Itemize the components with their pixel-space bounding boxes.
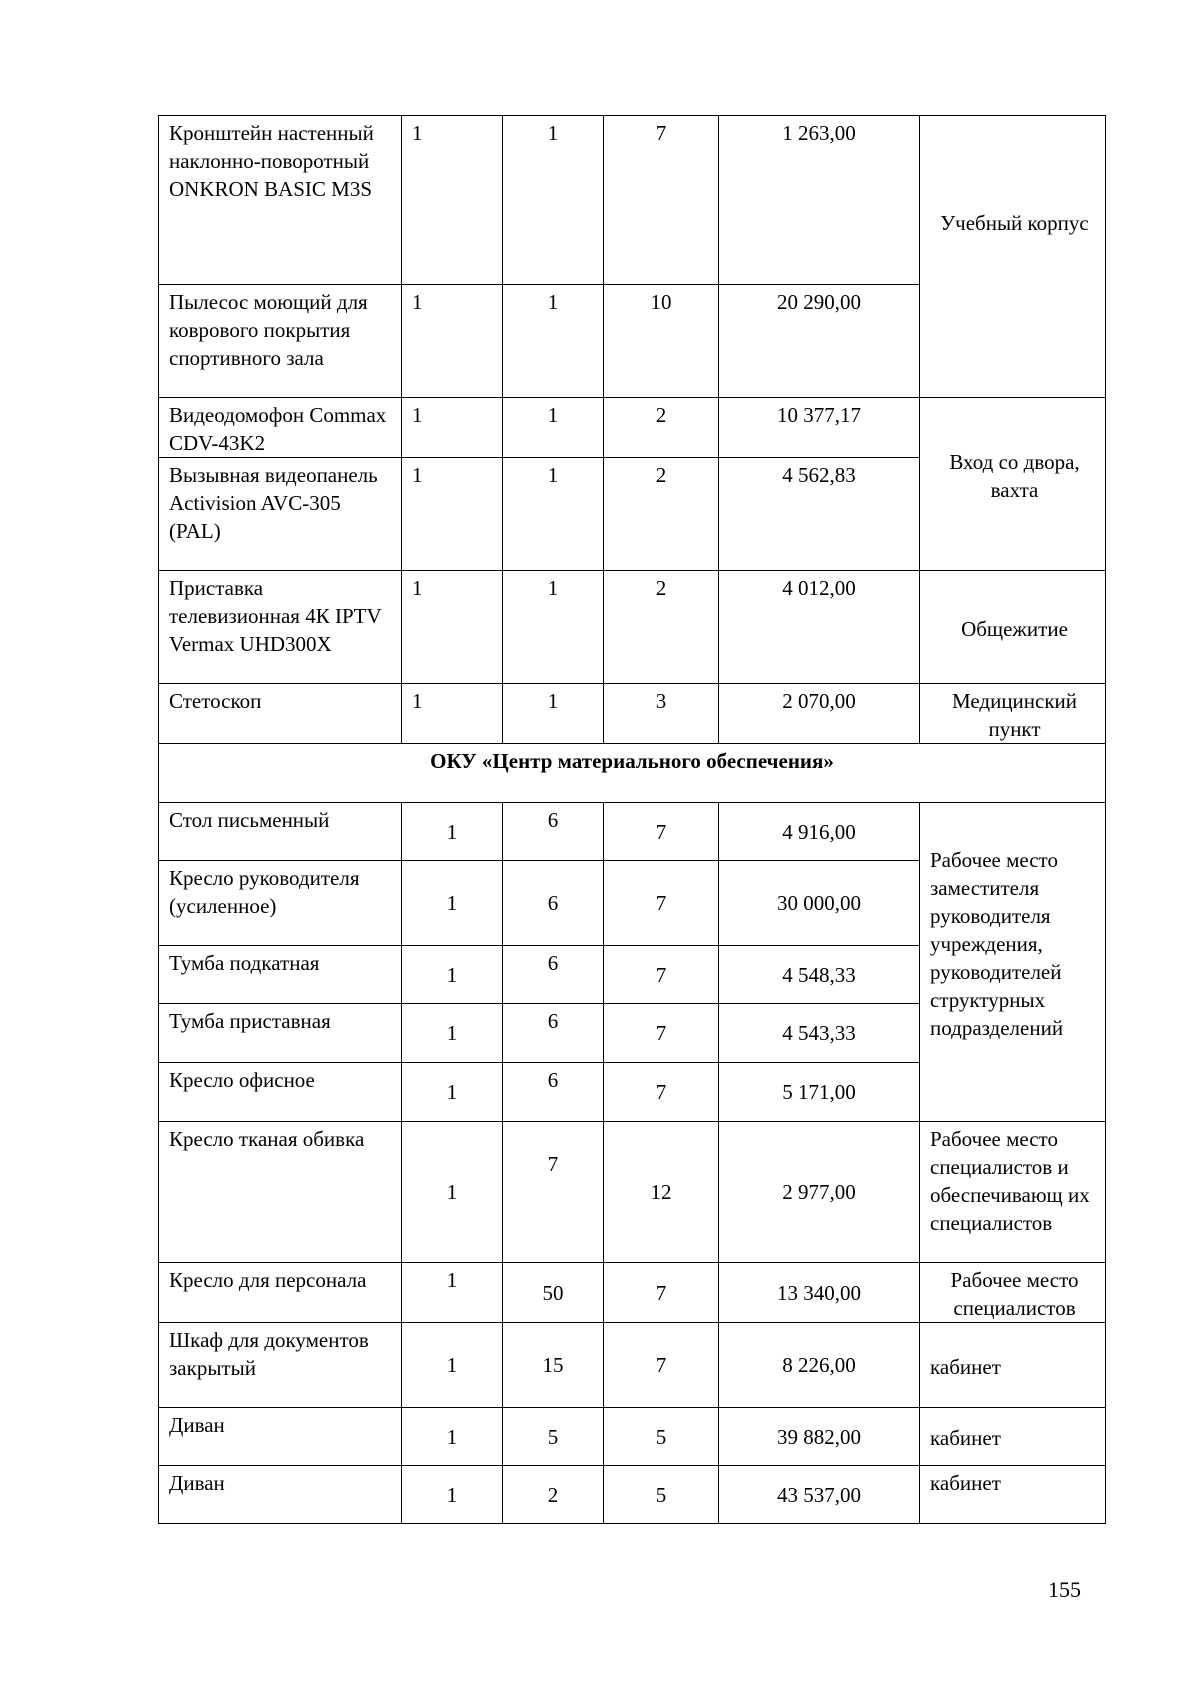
item-col2: 15 [503,1323,604,1408]
item-name: Кресло офисное [159,1063,402,1122]
item-price: 8 226,00 [719,1323,920,1408]
section-row [159,744,1106,803]
item-col2: 1 [503,285,604,398]
item-name: Пылесос моющий для коврового покрытия спортивного зала [159,285,402,398]
item-col3: 2 [604,458,719,571]
item-col1: 1 [402,861,503,946]
item-col2: 5 [503,1408,604,1466]
item-col3: 7 [604,1323,719,1408]
table-row [159,1408,1106,1466]
item-name: Диван [159,1408,402,1466]
table-row [159,571,1106,684]
item-name: Тумба подкатная [159,946,402,1004]
location-cell: кабинет [920,1408,1106,1466]
item-col2: 1 [503,116,604,285]
item-name: Тумба приставная [159,1004,402,1063]
item-price: 13 340,00 [719,1263,920,1323]
location-cell: Рабочее место специалистов и обеспечивающ их специалистов [920,1122,1106,1263]
item-col3: 7 [604,803,719,861]
location-cell: Рабочее место заместителя руководителя учреждения, руководителей структурных подразделений [920,803,1106,1122]
item-col2: 50 [503,1263,604,1323]
table-row [159,684,1106,744]
item-price: 30 000,00 [719,861,920,946]
item-name: Кресло тканая обивка [159,1122,402,1263]
item-col1: 1 [402,1063,503,1122]
item-price: 4 012,00 [719,571,920,684]
item-col2: 6 [503,1063,604,1122]
item-name: Диван [159,1466,402,1524]
item-name: Кресло для персонала [159,1263,402,1323]
location-cell: Рабочее место специалистов [920,1263,1106,1323]
page-number: 155 [1048,1577,1081,1602]
item-price: 4 548,33 [719,946,920,1004]
location-cell: Общежитие [920,571,1106,684]
item-price: 4 543,33 [719,1004,920,1063]
item-col2: 1 [503,684,604,744]
item-col1: 1 [402,684,503,744]
item-col1: 1 [402,1408,503,1466]
item-col3: 5 [604,1408,719,1466]
item-price: 4 916,00 [719,803,920,861]
item-col2: 6 [503,946,604,1004]
item-col3: 7 [604,861,719,946]
item-price: 4 562,83 [719,458,920,571]
location-cell: Медицинский пункт [920,684,1106,744]
item-col3: 7 [604,1004,719,1063]
table-row [159,1122,1106,1263]
item-price: 2 070,00 [719,684,920,744]
item-name: Шкаф для документов закрытый [159,1323,402,1408]
location-cell: кабинет [920,1323,1106,1408]
item-col1: 1 [402,458,503,571]
equipment-table [158,115,1106,1524]
item-col1: 1 [402,1004,503,1063]
item-price: 20 290,00 [719,285,920,398]
item-col2: 1 [503,398,604,458]
item-col1: 1 [402,285,503,398]
table-row [159,116,1106,285]
item-col3: 5 [604,1466,719,1524]
item-name: Кронштейн настенный наклонно-поворотный ONKRON BASIC M3S [159,116,402,285]
item-col2: 2 [503,1466,604,1524]
item-name: Стол письменный [159,803,402,861]
item-col1: 1 [402,1323,503,1408]
item-col1: 1 [402,1263,503,1323]
item-price: 1 263,00 [719,116,920,285]
item-col2: 1 [503,458,604,571]
location-cell: Учебный корпус [920,116,1106,398]
item-col2: 7 [503,1122,604,1263]
item-col2: 1 [503,571,604,684]
item-col3: 3 [604,684,719,744]
table-row [159,1323,1106,1408]
item-price: 43 537,00 [719,1466,920,1524]
item-col3: 2 [604,398,719,458]
item-col3: 12 [604,1122,719,1263]
item-name: Приставка телевизионная 4К IPTV Vermax UHD300X [159,571,402,684]
table-row [159,398,1106,458]
table-row [159,803,1106,861]
item-col1: 1 [402,571,503,684]
item-name: Кресло руководителя (усиленное) [159,861,402,946]
section-title: ОКУ «Центр материального обеспечения» [159,744,1106,803]
item-col2: 6 [503,861,604,946]
item-col1: 1 [402,803,503,861]
item-col3: 7 [604,946,719,1004]
item-price: 2 977,00 [719,1122,920,1263]
item-col1: 1 [402,1122,503,1263]
table-row [159,1263,1106,1323]
item-price: 5 171,00 [719,1063,920,1122]
item-col3: 10 [604,285,719,398]
item-name: Видеодомофон Commax CDV-43K2 [159,398,402,458]
item-price: 10 377,17 [719,398,920,458]
item-col1: 1 [402,398,503,458]
item-col1: 1 [402,1466,503,1524]
item-name: Вызывная видеопанель Activision AVC-305 (PAL) [159,458,402,571]
table-row [159,1466,1106,1524]
item-col1: 1 [402,116,503,285]
item-name: Стетоскоп [159,684,402,744]
item-col1: 1 [402,946,503,1004]
location-cell: кабинет [920,1466,1106,1524]
item-price: 39 882,00 [719,1408,920,1466]
item-col2: 6 [503,803,604,861]
item-col3: 7 [604,1063,719,1122]
item-col2: 6 [503,1004,604,1063]
item-col3: 7 [604,1263,719,1323]
item-col3: 7 [604,116,719,285]
item-col3: 2 [604,571,719,684]
location-cell: Вход со двора, вахта [920,398,1106,571]
